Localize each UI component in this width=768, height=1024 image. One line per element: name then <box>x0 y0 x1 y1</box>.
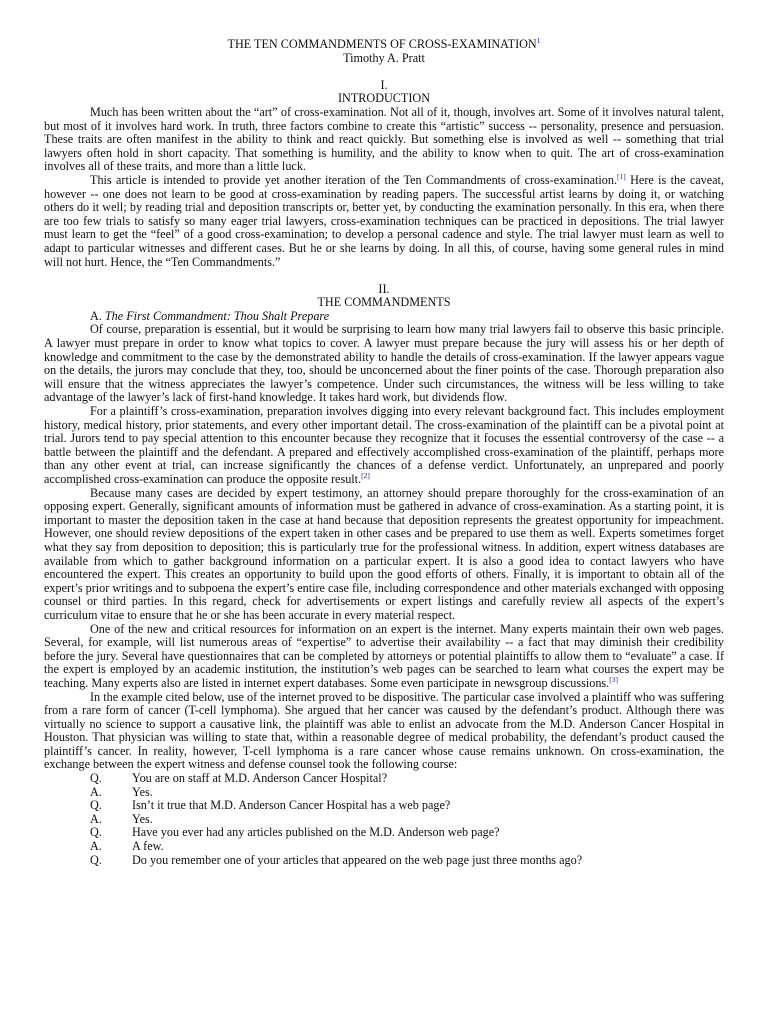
qa-speaker-tag: Q. <box>90 771 102 786</box>
qa-transcript <box>44 772 724 867</box>
commandment-paragraph-2: For a plaintiff’s cross-examination, preparation involves digging into every relevant background fact. This includes employment history, medical history, prior statements, and every other important detail. The cross-examination of the plaintiff can be a pivotal point at trial. Jurors tend to pay special attention to this encounter because they recognize that it focuses the essential controversy of the case -- a battle between the plaintiff and the defendant. A prepared and effectively accomplished cross-examination of the plaintiff, perhaps more than any other event at trial, can increase significantly the chances of a defense verdict. Unfortunately, an unprepared and poorly accomplished cross-examination can produce the opposite result.[2] <box>44 404 724 486</box>
qa-speaker-tag: A. <box>90 811 102 826</box>
qa-line <box>90 826 724 840</box>
qa-line <box>90 772 724 786</box>
qa-text: Yes. <box>132 784 153 799</box>
qa-line <box>90 786 724 800</box>
qa-line <box>90 854 724 868</box>
qa-speaker-tag: A. <box>90 839 102 854</box>
title-footnote-link[interactable]: 1 <box>536 35 541 45</box>
footnote-link-3[interactable]: [3] <box>609 674 618 684</box>
qa-speaker-tag: Q. <box>90 798 102 813</box>
commandment-paragraph-5: In the example cited below, use of the internet proved to be dispositive. The particular case involved a plaintiff who was suffering from a rare form of cancer (T-cell lymphoma). She argued that her cancer was caused by the defendant’s product. Although there was virtually no science to support a causative link, the plaintiff was able to enlist an advocate from the M.D. Anderson Cancer Hospital in Houston. That physician was willing to state that, within a reasonable degree of medical probability, the defendant’s product caused the plaintiff’s cancer. In reality, however, T-cell lymphoma is a rare cancer whose cause remains unknown. On cross-examination, the exchange between the expert witness and defense counsel took the following course: <box>44 689 724 772</box>
qa-text: Have you ever had any articles published on the M.D. Anderson web page? <box>132 825 500 840</box>
section-1-numeral: I. <box>380 77 388 92</box>
author-name: Timothy A. Pratt <box>343 50 425 65</box>
qa-line <box>90 840 724 854</box>
qa-text: You are on staff at M.D. Anderson Cancer Hospital? <box>132 771 388 786</box>
subheading-first-commandment: A. The First Commandment: Thou Shalt Prepare <box>90 308 330 323</box>
qa-line <box>90 799 724 813</box>
qa-text: A few. <box>132 839 164 854</box>
commandment-paragraph-3: Because many cases are decided by expert testimony, an attorney should prepare thoroughly for the cross-examination of an opposing expert. Generally, significant amounts of information must be gathered in advance of cross-examination. As a starting point, it is important to master the deposition taken in the case at hand because that deposition represents the greatest opportunity for impeachment. However, one should review depositions of the expert taken in other cases and be prepared to use them as well. Experts sometimes forget what they say from deposition to deposition; this is particularly true for the professional witness. In addition, expert witness databases are available from which to gather background information on a particular expert. It is also a good idea to contact lawyers who have encountered the expert. This creates an opportunity to build upon the good efforts of others. Finally, it is important to obtain all of the expert’s prior writings and to subpoena the expert’s entire case file, including correspondence and other materials exchanged with opposing counsel or third parties. In this regard, check for advertisements or expert listings and carefully review all aspects of the expert’s curriculum vitae to ensure that he or she has been accurate in every material respect. <box>44 485 724 622</box>
document-page <box>44 36 724 867</box>
section-2-heading: THE COMMANDMENTS <box>317 295 451 310</box>
qa-speaker-tag: Q. <box>90 852 102 867</box>
commandment-paragraph-4: One of the new and critical resources for information on an expert is the internet. Many experts maintain their own web pages. Several, for example, will list numerous areas of “expertise” to advertise their availability -- a fact that may diminish their credibility before the jury. Several have questionnaires that can be completed by attorneys or potential plaintiffs to allow them to “evaluate” a case. If the expert is employed by an academic institution, the institution’s web pages can be searched to learn what courses the expert may be teaching. Many experts also are listed in internet expert databases. Some even participate in newsgroup discussions.[3] <box>44 621 724 690</box>
intro-paragraph-2: This article is intended to provide yet another iteration of the Ten Commandments of cross-examination.[1] Here is the caveat, however -- one does not learn to be good at cross-examination by reading papers. The successful artist learns by doing it, or watching others do it well; by reading trial and deposition transcripts or, better yet, by conducting the examination personally. In this era, when there are too few trials to satisfy so many eager trial lawyers, cross-examination techniques can be practiced in depositions. The trial lawyer must learn to get the “feel” of a good cross-examination; to develop a personal cadence and style. The trial lawyer must learn as well to adapt to particular witnesses and different cases. But he or she learns by doing. In all this, of course, having some general rules in mind will not hurt. Hence, the “Ten Commandments.” <box>44 171 724 269</box>
qa-text: Yes. <box>132 811 153 826</box>
qa-speaker-tag: Q. <box>90 825 102 840</box>
section-1-heading: INTRODUCTION <box>337 91 431 106</box>
commandment-paragraph-1: Of course, preparation is essential, but it would be surprising to learn how many trial lawyers fail to observe this basic principle. A lawyer must prepare in order to know what topics to cover. A lawyer must prepare because the jury will assess his or her depth of knowledge and commitment to the case by the demonstrated ability to handle the details of cross-examination. If the lawyer appears vague on the details, the jurors may conclude that they, too, should be unconcerned about the finer points of the case. Thorough preparation also will ensure that the witness appreciates the lawyer’s competence. Under such circumstances, the witness will be less willing to take advantage of the lawyer’s lack of first-hand knowledge. It takes hard work, but dividends flow. <box>44 322 724 405</box>
section-2-numeral: II. <box>378 281 390 296</box>
qa-text: Isn’t it true that M.D. Anderson Cancer Hospital has a web page? <box>132 798 451 813</box>
qa-text: Do you remember one of your articles that appeared on the web page just three months ago? <box>132 852 583 867</box>
footnote-link-1[interactable]: [1] <box>617 171 626 181</box>
qa-speaker-tag: A. <box>90 784 102 799</box>
document-title: THE TEN COMMANDMENTS OF CROSS-EXAMINATION$^1$ <box>227 35 541 51</box>
footnote-link-2[interactable]: [2] <box>361 470 370 480</box>
intro-paragraph-1: Much has been written about the “art” of cross-examination. Not all of it, though, involves art. Some of it involves natural talent, but most of it involves hard work. In truth, three factors combine to create this “artistic” success -- personality, presence and persuasion. These traits are often manifest in the ability to think and react quickly. But something else is involved as well -- something that trial lawyers often hold in short capacity. That something is humility, and the ability to know when to quit. The art of cross-examination involves all of these traits, and more than a little luck. <box>44 104 724 174</box>
qa-line <box>90 813 724 827</box>
